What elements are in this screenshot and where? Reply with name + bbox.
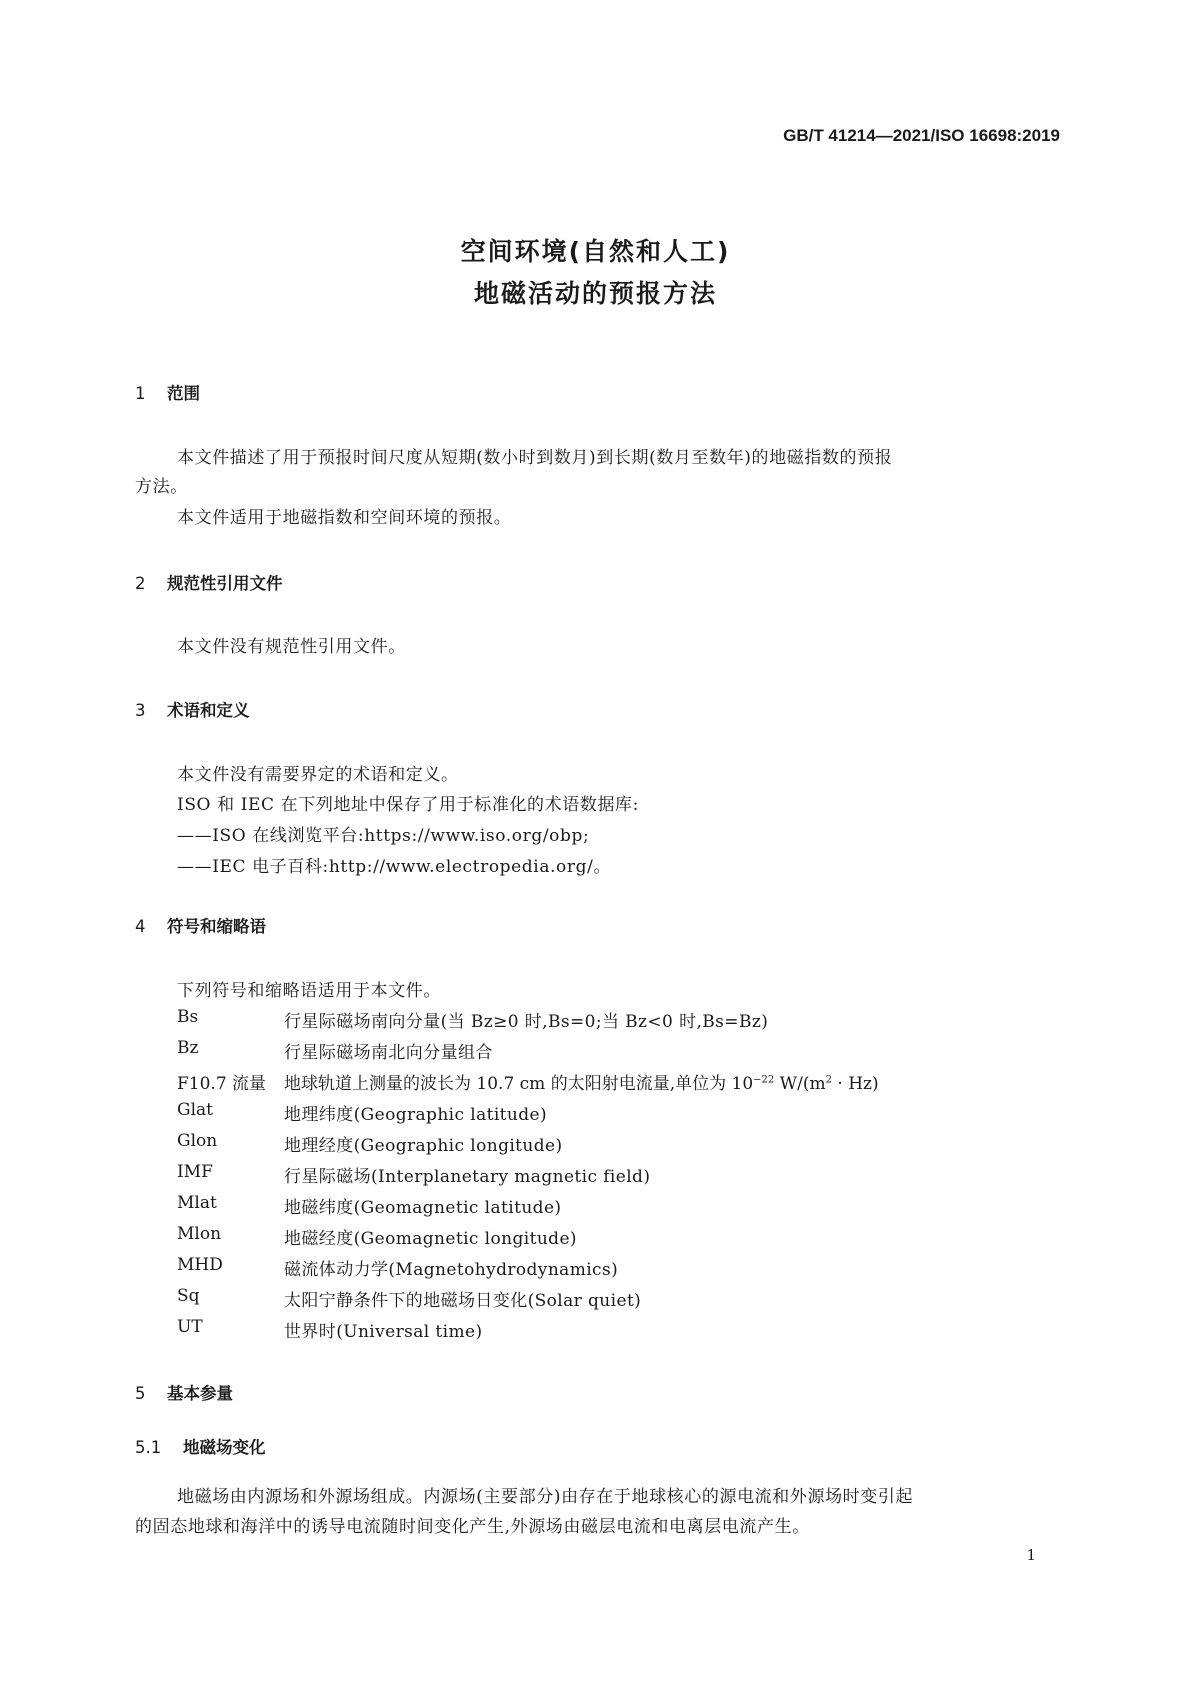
- paragraph: 本文件没有需要界定的术语和定义。: [177, 765, 459, 785]
- subsection-5-1-heading: [135, 1434, 266, 1458]
- symbol-definition: 太阳宁静条件下的地磁场日变化(Solar quiet): [284, 1291, 642, 1311]
- section-title: 规范性引用文件: [167, 574, 283, 593]
- section-number: 4: [135, 917, 146, 936]
- symbol: IMF: [177, 1162, 213, 1182]
- symbol: Bs: [177, 1007, 199, 1027]
- document-header: GB/T 41214—2021/ISO 16698:2019: [783, 126, 1060, 145]
- symbol-definition: 世界时(Universal time): [284, 1322, 483, 1342]
- section-number: 5: [135, 1384, 146, 1403]
- paragraph: 本文件适用于地磁指数和空间环境的预报。: [177, 508, 512, 528]
- definition-text: 地球轨道上测量的波长为 10.7 cm 的太阳射电流量,单位为 10: [284, 1074, 754, 1094]
- symbol: MHD: [177, 1255, 223, 1275]
- symbol-definition: 行星际磁场南向分量(当 Bz≥0 时,Bs=0;当 Bz<0 时,Bs=Bz): [284, 1012, 769, 1032]
- symbol-definition: 地磁纬度(Geomagnetic latitude): [284, 1198, 562, 1218]
- symbol: Bz: [177, 1038, 199, 1058]
- section-number: 3: [135, 701, 146, 720]
- symbol: Glon: [177, 1131, 218, 1151]
- document-title-line1: 空间环境(自然和人工): [460, 237, 731, 266]
- paragraph: 本文件描述了用于预报时间尺度从短期(数小时到数月)到长期(数月至数年)的地磁指数的预报: [177, 448, 893, 468]
- section-title: 基本参量: [167, 1384, 233, 1403]
- symbol-definition: 磁流体动力学(Magnetohydrodynamics): [284, 1260, 619, 1280]
- page-number: 1: [1026, 1546, 1036, 1564]
- section-title: 范围: [167, 384, 200, 403]
- section-5-heading: [135, 1380, 233, 1404]
- symbol: UT: [177, 1317, 203, 1337]
- paragraph: 的固态地球和海洋中的诱导电流随时间变化产生,外源场由磁层电流和电离层电流产生。: [135, 1517, 810, 1537]
- superscript: 2: [825, 1074, 832, 1086]
- paragraph: 地磁场由内源场和外源场组成。内源场(主要部分)由存在于地球核心的源电流和外源场时变引起: [177, 1487, 914, 1507]
- symbol-definition: 行星际磁场(Interplanetary magnetic field): [284, 1167, 651, 1187]
- definition-text: W/(m: [774, 1074, 826, 1094]
- paragraph: 下列符号和缩略语适用于本文件。: [177, 981, 441, 1001]
- superscript: −22: [753, 1074, 775, 1086]
- symbol-definition: [284, 1069, 879, 1094]
- section-title: 术语和定义: [167, 701, 250, 720]
- section-title: 地磁场变化: [183, 1438, 266, 1457]
- paragraph: 方法。: [135, 477, 188, 497]
- list-item: ——IEC 电子百科:http://www.electropedia.org/。: [177, 857, 612, 877]
- symbol-definition: 地理纬度(Geographic latitude): [284, 1105, 548, 1125]
- symbol: Mlon: [177, 1224, 222, 1244]
- section-2-heading: [135, 570, 283, 594]
- section-1-heading: [135, 380, 200, 404]
- paragraph: ISO 和 IEC 在下列地址中保存了用于标准化的术语数据库:: [177, 795, 639, 815]
- symbol-definition: 地理经度(Geographic longitude): [284, 1136, 563, 1156]
- paragraph: 本文件没有规范性引用文件。: [177, 637, 406, 657]
- document-title-line2: 地磁活动的预报方法: [473, 279, 717, 308]
- symbol-definition: 地磁经度(Geomagnetic longitude): [284, 1229, 577, 1249]
- section-3-heading: [135, 697, 250, 721]
- symbol: F10.7 流量: [177, 1074, 267, 1094]
- section-title: 符号和缩略语: [167, 917, 266, 936]
- section-4-heading: [135, 913, 266, 937]
- section-number: 1: [135, 384, 146, 403]
- definition-text: · Hz): [832, 1074, 879, 1094]
- symbol: Sq: [177, 1286, 200, 1306]
- section-number: 2: [135, 574, 146, 593]
- symbol: Glat: [177, 1100, 213, 1120]
- section-number: 5.1: [135, 1438, 162, 1457]
- symbol-definition: 行星际磁场南北向分量组合: [284, 1043, 493, 1063]
- symbol: Mlat: [177, 1193, 217, 1213]
- list-item: ——ISO 在线浏览平台:https://www.iso.org/obp;: [177, 826, 590, 846]
